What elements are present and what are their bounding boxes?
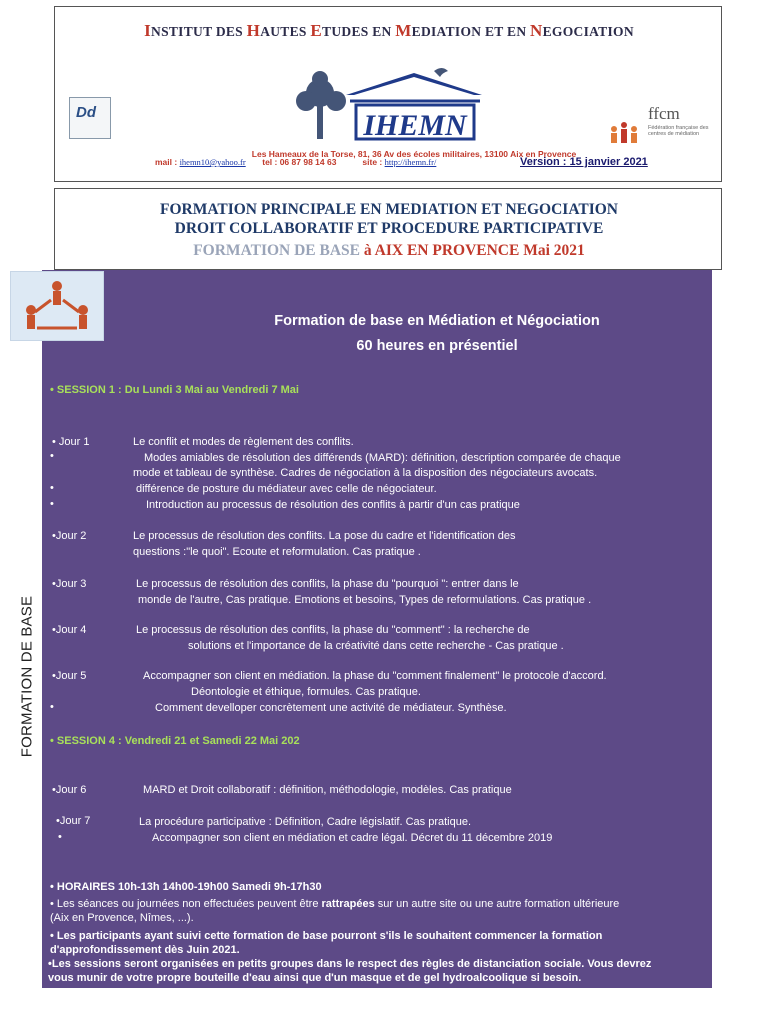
bullet: • <box>50 498 54 510</box>
contact-line <box>155 157 436 167</box>
seances-emphasis: rattrapées <box>321 898 375 910</box>
ihemn-logo-text: IHEMN <box>363 109 467 142</box>
seances-text: (Aix en Provence, Nîmes, ...). <box>50 912 194 924</box>
ffcm-subtext: Fédération française des centres de médiation <box>648 125 709 137</box>
day-2-line: questions :"le quoi". Ecoute et reformulation. Cas pratique . <box>133 546 421 558</box>
title-initial: M <box>395 21 412 40</box>
title-word: TUDES EN <box>322 24 396 39</box>
people-network-image <box>10 271 104 341</box>
day-1-line: Le conflit et modes de règlement des conflits. <box>133 436 354 448</box>
title-initial: I <box>144 21 152 40</box>
bullet: • <box>58 831 62 843</box>
title-word: EDIATION ET EN <box>411 24 531 39</box>
day-5-label: •Jour 5 <box>52 670 87 682</box>
day-7-line: La procédure participative : Définition, Cadre législatif. Cas pratique. <box>139 816 472 828</box>
sessions-text: vous munir de votre propre bouteille d'eau ainsi que d'un masque et de gel hydroalcoolique si besoin. <box>48 972 582 984</box>
program-heading: Formation de base en Médiation et Négociation <box>274 313 600 329</box>
day-5-line: Comment develloper concrètement une activité de médiateur. Synthèse. <box>155 702 507 714</box>
tel: tel : 06 87 98 14 63 <box>262 157 337 167</box>
title-initial: N <box>530 21 543 40</box>
title-box <box>54 188 722 270</box>
title-line-3 <box>55 242 723 260</box>
day-1-line: Introduction au processus de résolution des conflits à partir d'un cas pratique <box>146 499 520 511</box>
day-2-label: •Jour 2 <box>52 530 87 542</box>
participants-text: d'approfondissement dès Juin 2021. <box>50 944 240 956</box>
day-4-label: •Jour 4 <box>52 624 87 636</box>
bullet: • <box>50 482 54 494</box>
program-subheading: 60 heures en présentiel <box>356 338 518 354</box>
participants-text: • Les participants ayant suivi cette formation de base pourront s'ils le souhaitent commencer la formation <box>50 930 603 942</box>
mail-label: mail : <box>155 157 180 167</box>
seances-note <box>50 897 705 925</box>
ihemn-logo <box>284 65 484 147</box>
day-2-line: Le processus de résolution des conflits. La pose du cadre et l'identification des <box>133 530 516 542</box>
dd-logo <box>69 97 111 139</box>
day-4-line: solutions et l'importance de la créativité dans cette recherche - Cas pratique . <box>188 640 564 652</box>
day-6-label: •Jour 6 <box>52 784 87 796</box>
seances-text: sur un autre site ou une autre formation ultérieure <box>374 898 620 910</box>
day-3-label: •Jour 3 <box>52 578 87 590</box>
session-4-heading: • SESSION 4 : Vendredi 21 et Samedi 22 Mai 202 <box>50 735 300 747</box>
day-1-line: Modes amiables de résolution des différends (MARD): définition, description comparée de chaque <box>144 452 621 464</box>
day-1-label: • Jour 1 <box>52 436 90 448</box>
mail-link[interactable]: ihemn10@yahoo.fr <box>179 157 246 167</box>
title-line-1: FORMATION PRINCIPALE EN MEDIATION ET NEGOCIATION <box>159 201 618 218</box>
address: Les Hameaux de la Torse, 81, 36 Av des écoles militaires, 13100 Aix en Provence <box>251 149 577 159</box>
session-1-heading: • SESSION 1 : Du Lundi 3 Mai au Vendredi 7 Mai <box>50 384 299 396</box>
version: Version : 15 janvier 2021 <box>520 156 648 168</box>
day-7-label: •Jour 7 <box>56 815 91 827</box>
seances-text: • Les séances ou journées non effectuées peuvent être <box>50 898 322 910</box>
bullet: • <box>50 450 54 462</box>
title-line-2: DROIT COLLABORATIF ET PROCEDURE PARTICIPATIVE <box>174 220 604 237</box>
day-1-line: mode et tableau de synthèse. Cadres de négociation à la disposition des négociateurs avocats. <box>133 467 598 479</box>
day-3-line: monde de l'autre, Cas pratique. Emotions et besoins, Types de reformulations. Cas pratique . <box>138 594 592 606</box>
site-label: site : <box>362 157 385 167</box>
participants-note <box>50 929 705 957</box>
title-initial: E <box>310 21 323 40</box>
day-4-line: Le processus de résolution des conflits, la phase du "comment" : la recherche de <box>136 624 530 636</box>
title-word: NSTITUT DES <box>151 24 247 39</box>
day-6-line: MARD et Droit collaboratif : définition, méthodologie, modèles. Cas pratique <box>143 784 512 796</box>
ffcm-logo-text: ffcm <box>648 104 680 123</box>
day-5-line: Accompagner son client en médiation. la phase du "comment finalement" le protocole d'accord. <box>143 670 607 682</box>
dd-logo-text: Dd <box>76 104 96 121</box>
sessions-text: •Les sessions seront organisées en petits groupes dans le respect des règles de distanciation sociale. Vous devrez <box>48 958 652 970</box>
title-line-3-red: à AIX EN PROVENCE Mai 2021 <box>360 242 585 259</box>
title-initial: H <box>246 21 261 40</box>
day-5-line: Déontologie et éthique, formules. Cas pratique. <box>191 686 421 698</box>
sessions-note <box>48 957 713 985</box>
title-word: AUTES <box>260 24 311 39</box>
day-7-line: Accompagner son client en médiation et cadre légal. Décret du 11 décembre 2019 <box>152 832 553 844</box>
institute-title <box>55 21 723 41</box>
site-link[interactable]: http://ihemn.fr/ <box>384 157 437 167</box>
title-line-3-grey: FORMATION DE BASE <box>193 242 361 259</box>
day-3-line: Le processus de résolution des conflits, la phase du "pourquoi ": entrer dans le <box>136 578 519 590</box>
side-label: FORMATION DE BASE <box>18 595 36 758</box>
bullet: • <box>50 701 54 713</box>
day-1-line: différence de posture du médiateur avec celle de négociateur. <box>136 483 437 495</box>
title-word: EGOCIATION <box>542 24 634 39</box>
horaires: • HORAIRES 10h-13h 14h00-19h00 Samedi 9h-17h30 <box>50 881 322 893</box>
